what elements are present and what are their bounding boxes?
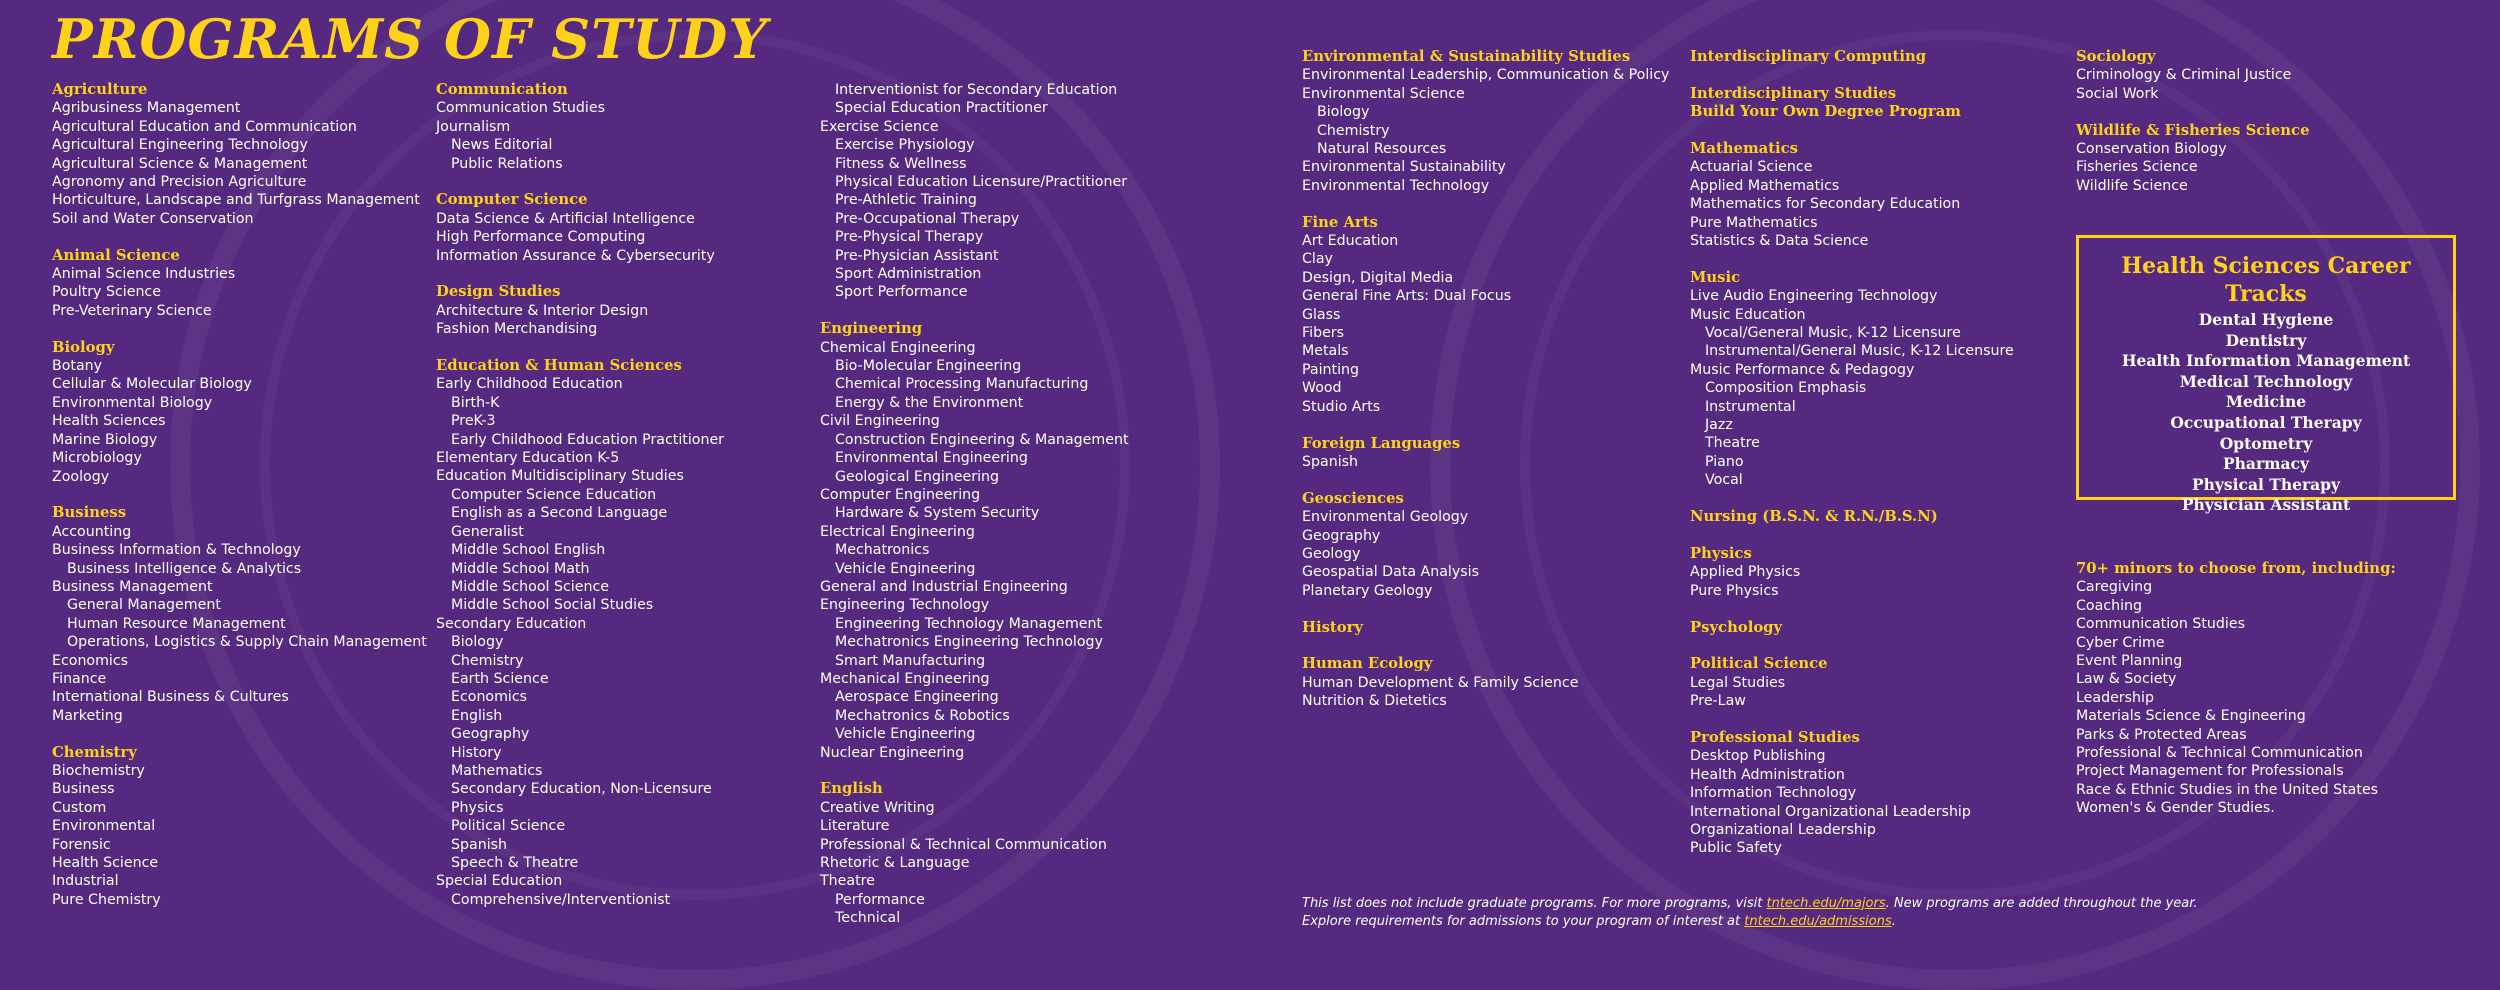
program-item: Fisheries Science (2076, 159, 2198, 176)
program-concentration: Sport Performance (835, 284, 968, 301)
program-item: Environmental (52, 818, 156, 835)
program-concentration: Middle School Social Studies (451, 597, 654, 614)
program-item: Business Information & Technology (52, 542, 301, 559)
program-item: Information Technology (1690, 785, 1857, 802)
program-heading: History (1302, 618, 1364, 636)
program-item: Literature (820, 818, 890, 835)
program-concentration: Mathematics (451, 762, 543, 779)
program-concentration: Middle School Math (451, 560, 590, 577)
program-heading: Business (52, 504, 127, 522)
program-item: Poultry Science (52, 284, 161, 301)
minor-item: Race & Ethnic Studies in the United States (2076, 781, 2379, 798)
program-item: Organizational Leadership (1690, 821, 1876, 838)
program-concentration: Exercise Physiology (835, 137, 975, 154)
program-heading: Foreign Languages (1302, 434, 1461, 452)
program-heading: Nursing (B.S.N. & R.N./B.S.N) (1690, 508, 1938, 526)
program-item: Metals (1302, 343, 1349, 360)
program-item: Marine Biology (52, 431, 158, 448)
program-concentration: Environmental Engineering (835, 450, 1028, 467)
spacer (1690, 122, 2014, 140)
program-concentration: Business Intelligence & Analytics (67, 560, 302, 577)
footer-text: . New programs are added throughout the year. (1885, 896, 2198, 911)
program-concentration: Hardware & System Security (835, 505, 1040, 522)
program-heading: Biology (52, 338, 115, 356)
footer-line-1 (1302, 895, 2198, 913)
spacer (52, 725, 427, 743)
minors-list (2076, 578, 2396, 817)
program-concentration: Middle School English (451, 542, 606, 559)
program-concentration: Speech & Theatre (451, 855, 579, 872)
footer-line-2 (1302, 913, 2198, 931)
program-item: Art Education (1302, 233, 1399, 250)
program-heading: Interdisciplinary Computing (1690, 48, 1927, 65)
program-concentration: Economics (451, 689, 528, 706)
program-item: Architecture & Interior Design (436, 302, 649, 319)
program-item: General and Industrial Engineering (820, 578, 1068, 595)
program-concentration: Geography (451, 726, 530, 743)
program-concentration: History (451, 744, 502, 761)
program-item: Cellular & Molecular Biology (52, 376, 252, 393)
program-item: Soil and Water Conservation (52, 210, 254, 227)
program-concentration: Mechatronics Engineering Technology (835, 634, 1103, 651)
program-item: Botany (52, 358, 103, 375)
spacer (1690, 490, 2014, 508)
program-concentration: Pre-Occupational Therapy (835, 210, 1020, 227)
program-concentration: Instrumental (1705, 398, 1796, 415)
program-heading: Interdisciplinary Studies (1690, 84, 1897, 102)
minor-item: Event Planning (2076, 653, 2183, 670)
program-item: Accounting (52, 523, 132, 540)
program-concentration: Mechatronics (835, 542, 930, 559)
program-item: Spanish (1302, 453, 1359, 470)
program-item: Studio Arts (1302, 398, 1381, 415)
minor-item: Coaching (2076, 597, 2143, 614)
program-item: Mechanical Engineering (820, 670, 990, 687)
program-item: Industrial (52, 873, 119, 890)
program-concentration: Pre-Athletic Training (835, 192, 977, 209)
spacer (820, 762, 1129, 780)
program-concentration: Chemistry (1317, 122, 1390, 139)
program-concentration: Secondary Education, Non-Licensure (451, 781, 712, 798)
health-track-item: Physical Therapy (2191, 474, 2341, 494)
program-item: Music Education (1690, 306, 1806, 323)
program-item: Statistics & Data Science (1690, 233, 1869, 250)
program-item: Biochemistry (52, 762, 145, 779)
program-concentration: Political Science (451, 818, 566, 835)
program-item: High Performance Computing (436, 229, 646, 246)
program-item: Theatre (820, 873, 875, 890)
program-concentration: Vehicle Engineering (835, 560, 976, 577)
minor-item: Women's & Gender Studies. (2076, 800, 2275, 817)
program-item: Wood (1302, 380, 1342, 397)
program-concentration: Human Resource Management (67, 615, 286, 632)
spacer (436, 173, 724, 191)
spacer (1302, 600, 1669, 618)
spacer (52, 320, 427, 338)
program-item: Health Administration (1690, 766, 1845, 783)
program-concentration: Pre-Physical Therapy (835, 229, 984, 246)
program-item: Fibers (1302, 325, 1345, 342)
program-concentration: Mechatronics & Robotics (835, 707, 1010, 724)
program-concentration: Chemistry (451, 652, 524, 669)
health-box-list (2079, 310, 2453, 516)
program-heading: Physics (1690, 544, 1752, 562)
program-heading: Geosciences (1302, 489, 1404, 507)
health-track-item: Dentistry (2225, 330, 2307, 350)
program-concentration: PreK-3 (451, 413, 496, 430)
program-item: Business Management (52, 578, 213, 595)
program-heading: Psychology (1690, 618, 1783, 636)
program-item: Business (52, 781, 115, 798)
program-item: Pure Mathematics (1690, 214, 1818, 231)
program-item: Social Work (2076, 85, 2159, 102)
program-concentration: Chemical Processing Manufacturing (835, 376, 1089, 393)
program-item: Pre-Law (1690, 693, 1746, 710)
program-concentration: Generalist (451, 523, 524, 540)
program-column-3 (820, 81, 1129, 928)
program-item: Pure Chemistry (52, 891, 161, 908)
program-concentration: Engineering Technology Management (835, 615, 1103, 632)
program-concentration: Computer Science Education (451, 486, 657, 503)
footer-text: . (1891, 914, 1896, 929)
program-concentration: English as a Second Language (451, 505, 668, 522)
spacer (1302, 416, 1669, 434)
health-track-item: Physician Assistant (2181, 495, 2351, 515)
program-concentration: Composition Emphasis (1705, 380, 1867, 397)
program-concentration: Energy & the Environment (835, 394, 1024, 411)
spacer (1690, 600, 2014, 618)
program-concentration: Sport Administration (835, 266, 982, 283)
program-concentration: Bio-Molecular Engineering (835, 358, 1022, 375)
program-item: Environmental Science (1302, 85, 1465, 102)
minor-item: Law & Society (2076, 671, 2177, 688)
spacer (1690, 711, 2014, 729)
spacer (1302, 471, 1669, 489)
program-concentration: Spanish (451, 836, 508, 853)
program-heading: Engineering (820, 320, 923, 338)
program-item: Chemical Engineering (820, 339, 976, 356)
program-heading: Political Science (1690, 655, 1828, 673)
spacer (1302, 637, 1669, 655)
program-concentration: English (451, 707, 503, 724)
program-heading: Environmental & Sustainability Studies (1302, 48, 1631, 65)
minor-item: Communication Studies (2076, 616, 2245, 633)
footer-note (1302, 895, 2198, 931)
program-concentration: Earth Science (451, 670, 549, 687)
program-item: Secondary Education (436, 615, 587, 632)
program-item: Electrical Engineering (820, 523, 975, 540)
program-item: Wildlife Science (2076, 177, 2188, 194)
program-column-5 (1690, 48, 2014, 858)
program-concentration: Geological Engineering (835, 468, 1000, 485)
program-column-1 (52, 81, 427, 909)
program-item: Exercise Science (820, 118, 939, 135)
program-heading: Mathematics (1690, 140, 1799, 157)
program-item: Fashion Merchandising (436, 321, 598, 338)
health-sciences-career-tracks-box (2076, 235, 2456, 515)
health-track-item: Health Information Management (2121, 351, 2411, 371)
program-item: International Business & Cultures (52, 689, 289, 706)
page-title: PROGRAMS OF STUDY (52, 7, 768, 71)
program-column-4 (1302, 48, 1669, 711)
program-heading: Human Ecology (1302, 655, 1433, 673)
spacer (1302, 195, 1669, 213)
program-item: Geospatial Data Analysis (1302, 564, 1479, 581)
program-item: Elementary Education K-5 (436, 450, 620, 467)
program-heading: Design Studies (436, 283, 561, 301)
program-heading: Communication (436, 81, 568, 98)
program-item: Agronomy and Precision Agriculture (52, 174, 307, 191)
program-concentration: Physics (451, 799, 504, 816)
program-item: Custom (52, 799, 107, 816)
program-concentration: General Management (67, 597, 221, 614)
spacer (1690, 637, 2014, 655)
program-item: Economics (52, 652, 129, 669)
health-track-item: Dental Hygiene (2198, 310, 2334, 329)
program-item: General Fine Arts: Dual Focus (1302, 288, 1512, 305)
program-item: Environmental Biology (52, 394, 213, 411)
program-item: Horticulture, Landscape and Turfgrass Management (52, 192, 420, 209)
program-concentration: Comprehensive/Interventionist (451, 891, 671, 908)
program-heading: Animal Science (52, 246, 180, 264)
program-item: Agribusiness Management (52, 100, 241, 117)
program-concentration: Vehicle Engineering (835, 726, 976, 743)
program-item: Journalism (436, 118, 511, 135)
minor-item: Cyber Crime (2076, 634, 2165, 651)
minor-item: Leadership (2076, 689, 2154, 706)
health-track-item: Medical Technology (2179, 371, 2353, 391)
program-item: Special Education (436, 873, 563, 890)
minors-section (2076, 560, 2396, 818)
program-heading: Music (1690, 268, 1741, 286)
program-item: Pre-Veterinary Science (52, 302, 212, 319)
program-concentration: Vocal/General Music, K-12 Licensure (1705, 325, 1961, 342)
spacer (2076, 103, 2309, 121)
program-item: Applied Mathematics (1690, 177, 1840, 194)
program-heading: Wildlife & Fisheries Science (2076, 121, 2310, 139)
program-item: Planetary Geology (1302, 582, 1433, 599)
program-heading: Sociology (2076, 48, 2156, 65)
program-concentration: Piano (1705, 453, 1744, 470)
program-item: Agricultural Science & Management (52, 155, 308, 172)
spacer (436, 265, 724, 283)
program-item: Computer Engineering (820, 486, 981, 503)
program-item: Glass (1302, 306, 1341, 323)
program-concentration: Performance (835, 891, 925, 908)
program-concentration: Operations, Logistics & Supply Chain Management (67, 634, 427, 651)
program-item: Criminology & Criminal Justice (2076, 67, 2292, 84)
minor-item: Caregiving (2076, 579, 2153, 596)
program-item: Information Assurance & Cybersecurity (436, 247, 715, 264)
health-box-title: Health Sciences Career Tracks (2121, 253, 2411, 307)
program-item: Engineering Technology (820, 597, 990, 614)
program-concentration: Jazz (1705, 417, 1733, 434)
program-concentration: Smart Manufacturing (835, 652, 986, 669)
program-item: Marketing (52, 707, 123, 724)
program-concentration: Pre-Physician Assistant (835, 247, 999, 264)
minor-item: Parks & Protected Areas (2076, 726, 2247, 743)
program-concentration: Public Relations (451, 155, 563, 172)
program-item: Professional & Technical Communication (820, 836, 1107, 853)
program-heading: English (820, 780, 883, 798)
minor-item: Professional & Technical Communication (2076, 745, 2363, 762)
program-item: Music Performance & Pedagogy (1690, 361, 1915, 378)
health-track-item: Optometry (2219, 433, 2313, 453)
program-item: Rhetoric & Language (820, 855, 970, 872)
program-item: Nutrition & Dietetics (1302, 693, 1447, 710)
program-item: Microbiology (52, 450, 142, 467)
health-track-item: Medicine (2225, 392, 2307, 412)
minor-item: Project Management for Professionals (2076, 763, 2344, 780)
program-concentration: Instrumental/General Music, K-12 Licensure (1705, 343, 2014, 360)
program-concentration: Construction Engineering & Management (835, 431, 1129, 448)
program-item: Desktop Publishing (1690, 748, 1826, 765)
program-concentration: Technical (835, 910, 901, 927)
program-item: Health Science (52, 855, 159, 871)
program-item: Data Science & Artificial Intelligence (436, 210, 695, 227)
spacer (820, 302, 1129, 320)
health-track-item: Pharmacy (2222, 454, 2310, 474)
spacer (1690, 250, 2014, 268)
program-heading: Build Your Own Degree Program (1690, 103, 1961, 121)
program-item: Communication Studies (436, 100, 605, 117)
program-item: Conservation Biology (2076, 141, 2227, 158)
program-item: Environmental Leadership, Communication & Policy (1302, 67, 1670, 84)
program-column-6 (2076, 48, 2309, 195)
program-item: Civil Engineering (820, 413, 940, 430)
program-item: Agricultural Education and Communication (52, 118, 357, 135)
program-item: Agricultural Engineering Technology (52, 137, 308, 154)
program-item: Pure Physics (1690, 582, 1779, 599)
program-item: Actuarial Science (1690, 159, 1813, 176)
program-item: Geography (1302, 527, 1381, 544)
program-concentration: Vocal (1705, 472, 1743, 489)
spacer (1690, 66, 2014, 84)
program-concentration: Theatre (1705, 435, 1760, 452)
program-item: Environmental Sustainability (1302, 159, 1506, 176)
program-heading: Fine Arts (1302, 213, 1378, 231)
spacer (436, 339, 724, 357)
program-column-2 (436, 81, 724, 909)
program-item: Mathematics for Secondary Education (1690, 196, 1961, 213)
program-concentration: Interventionist for Secondary Education (835, 82, 1118, 98)
program-item: Nuclear Engineering (820, 744, 965, 761)
program-concentration: Special Education Practitioner (835, 100, 1048, 117)
program-concentration: Birth-K (451, 394, 500, 411)
program-item: Early Childhood Education (436, 376, 623, 393)
program-item: Environmental Technology (1302, 177, 1490, 194)
spacer (1690, 527, 2014, 545)
footer-text: This list does not include graduate programs. For more programs, visit (1302, 896, 1767, 911)
program-heading: Education & Human Sciences (436, 357, 682, 375)
program-item: Design, Digital Media (1302, 269, 1454, 286)
program-heading: Computer Science (436, 191, 588, 209)
majors-link[interactable]: tntech.edu/majors (1766, 896, 1886, 911)
program-item: Live Audio Engineering Technology (1690, 288, 1938, 305)
minor-item: Materials Science & Engineering (2076, 708, 2306, 725)
spacer (52, 228, 427, 246)
program-item: Environmental Geology (1302, 509, 1469, 526)
program-item: Creative Writing (820, 799, 935, 816)
program-item: Human Development & Family Science (1302, 674, 1579, 691)
program-item: International Organizational Leadership (1690, 803, 1971, 820)
program-concentration: Biology (451, 634, 504, 651)
program-heading: Chemistry (52, 743, 137, 761)
program-concentration: Early Childhood Education Practitioner (451, 431, 725, 448)
program-item: Clay (1302, 251, 1333, 268)
program-concentration: Natural Resources (1317, 141, 1447, 158)
minors-heading: 70+ minors to choose from, including: (2076, 560, 2396, 577)
program-heading: Professional Studies (1690, 728, 1860, 746)
program-heading: Agriculture (52, 81, 148, 98)
admissions-link[interactable]: tntech.edu/admissions (1744, 914, 1892, 929)
program-item: Education Multidisciplinary Studies (436, 468, 684, 485)
spacer (52, 486, 427, 504)
program-item: Forensic (52, 836, 111, 853)
program-item: Public Safety (1690, 840, 1782, 857)
program-item: Painting (1302, 361, 1360, 378)
program-concentration: Middle School Science (451, 578, 609, 595)
program-item: Legal Studies (1690, 674, 1786, 691)
program-item: Zoology (52, 468, 110, 485)
program-item: Finance (52, 670, 107, 687)
program-concentration: News Editorial (451, 137, 553, 154)
footer-text: Explore requirements for admissions to your program of interest at (1302, 914, 1745, 929)
health-track-item: Occupational Therapy (2170, 412, 2362, 432)
program-item: Geology (1302, 545, 1361, 562)
program-concentration: Fitness & Wellness (835, 155, 967, 172)
program-concentration: Aerospace Engineering (835, 689, 999, 706)
program-concentration: Biology (1317, 104, 1370, 121)
program-item: Animal Science Industries (52, 266, 236, 283)
program-concentration: Physical Education Licensure/Practitioner (835, 174, 1128, 191)
program-item: Health Sciences (52, 413, 166, 430)
program-item: Applied Physics (1690, 564, 1801, 581)
